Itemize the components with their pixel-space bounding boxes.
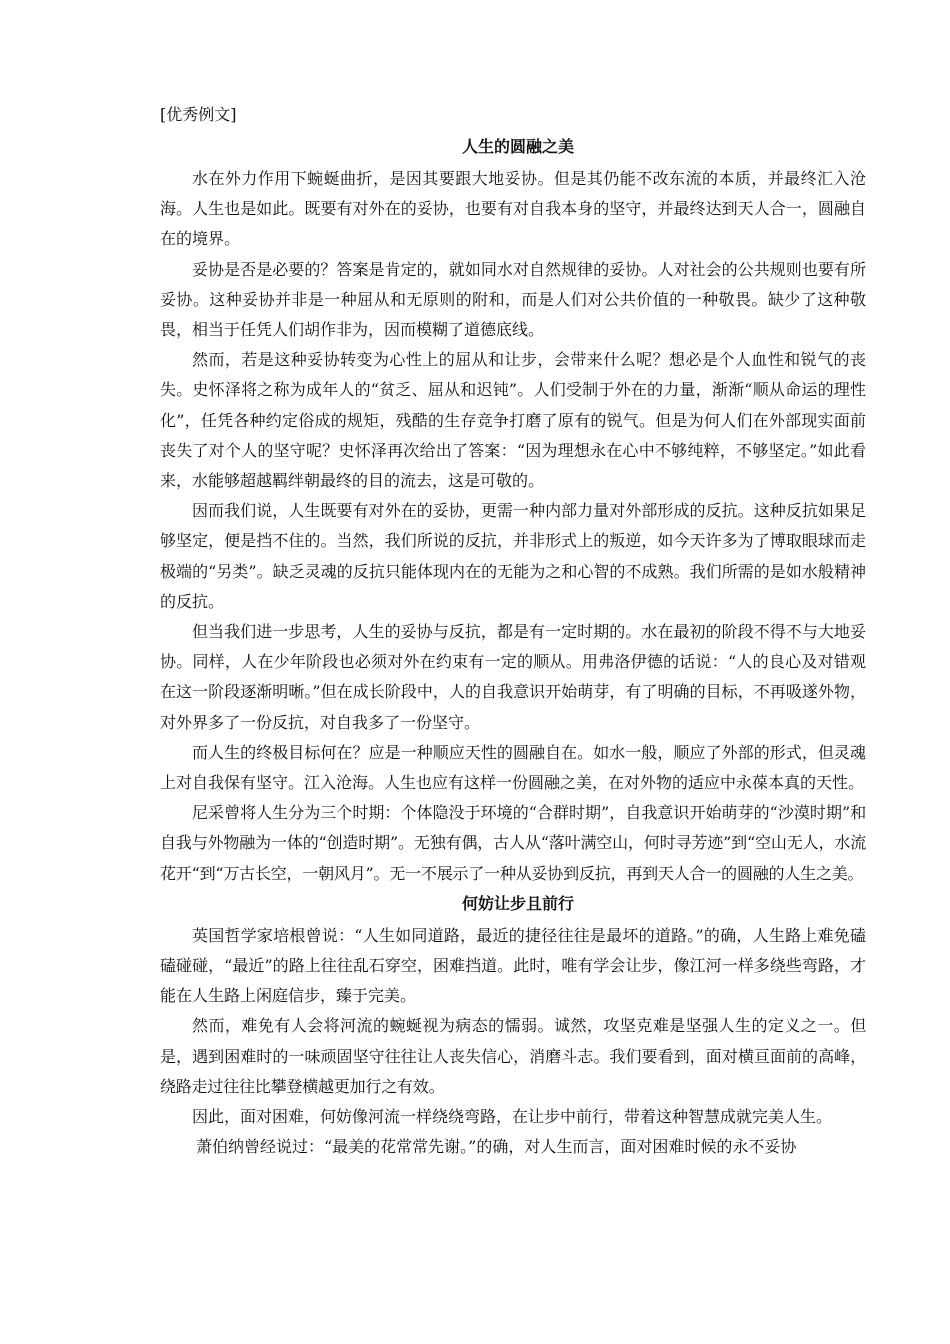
essay-paragraph: 妥协是否是必要的？答案是肯定的，就如同水对自然规律的妥协。人对社会的公共规则也要有所妥协。这种妥协并非是一种屈从和无原则的附和，而是人们对公共价值的一种敬畏。缺少了这种敬畏，相当于任凭人们胡作非为，因而模糊了道德底线。	[160, 259, 866, 340]
essay-paragraph: 然而，难免有人会将河流的蜿蜒视为病态的懦弱。诚然，攻坚克难是坚强人生的定义之一。但是，遇到困难时的一味顽固坚守往往让人丧失信心，消磨斗志。我们要看到，面对横亘面前的高峰，绕路走过往往比攀登横越更加行之有效。	[160, 1016, 866, 1096]
section-tag: [优秀例文]	[160, 105, 237, 124]
essay-paragraph: 然而，若是这种妥协转变为心性上的屈从和让步，会带来什么呢？想必是个人血性和锐气的丧失。史怀泽将之称为成年人的“贫乏、屈从和迟钝”。人们受制于外在的力量，渐渐“顺从命运的理性化”，任凭各种约定俗成的规矩，残酷的生存竞争打磨了原有的锐气。但是为何人们在外部现实面前丧失了对个人的坚守呢？史怀泽再次给出了答案：“因为理想永在心中不够纯粹，不够坚定。”如此看来，水能够超越羁绊朝最终的目的流去，这是可敬的。	[160, 350, 866, 491]
essay-paragraph: 水在外力作用下蜿蜒曲折，是因其要跟大地妥协。但是其仍能不改东流的本质，并最终汇入沧海。人生也是如此。既要有对外在的妥协，也要有对自我本身的坚守，并最终达到天人合一，圆融自在的境界。	[160, 169, 866, 249]
essay-1	[160, 132, 866, 889]
essay-paragraph: 尼采曾将人生分为三个时期：个体隐没于环境的“合群时期”，自我意识开始萌芽的“沙漠时期”和自我与外物融为一体的“创造时期”。无独有偶，古人从“落叶满空山，何时寻芳迹”到“空山无人，水流花开“到“万古长空，一朝风月”。无一不展示了一种从妥协到反抗，再到天人合一的圆融的人生之美。	[160, 803, 866, 883]
essay-title: 人生的圆融之美	[461, 137, 574, 156]
essay-paragraph: 而人生的终极目标何在？应是一种顺应天性的圆融自在。如水一般，顺应了外部的形式，但灵魂上对自我保有坚守。江入沧海。人生也应有这样一份圆融之美，在对外物的适应中永葆本真的天性。	[160, 742, 866, 793]
essay-paragraph: 但当我们进一步思考，人生的妥协与反抗，都是有一定时期的。水在最初的阶段不得不与大地妥协。同样，人在少年阶段也必须对外在约束有一定的顺从。用弗洛伊德的话说：“人的良心及对错观在这一阶段逐渐明晰。”但在成长阶段中，人的自我意识开始萌芽，有了明确的目标，不再吸遂外物，对外界多了一份反抗，对自我多了一份坚守。	[160, 622, 866, 732]
essay-title: 何妨让步且前行	[461, 893, 574, 913]
essay-paragraph: 因此，面对困难，何妨像河流一样绕绕弯路，在让步中前行，带着这种智慧成就完美人生。	[192, 1107, 833, 1127]
document-page	[160, 100, 866, 1163]
essay-paragraph: 因而我们说，人生既要有对外在的妥协，更需一种内部力量对外部形成的反抗。这种反抗如果足够坚定，便是挡不住的。当然，我们所说的反抗，并非形式上的叛逆，如今天许多为了博取眼球而走极端的“另类”。缺乏灵魂的反抗只能体现内在的无能为之和心智的不成熟。我们所需的是如水般精神的反抗。	[160, 501, 866, 611]
essay-2	[160, 889, 866, 1163]
essay-paragraph: 萧伯纳曾经说过：“最美的花常常先谢。”的确，对人生而言，面对困难时候的永不妥协	[196, 1137, 797, 1157]
essay-paragraph: 英国哲学家培根曾说：“人生如同道路，最近的捷径往往是最坏的道路。”的确，人生路上难免磕磕碰碰，“最近”的路上往往乱石穿空，困难挡道。此时，唯有学会让步，像江河一样多绕些弯路，才能在人生路上闲庭信步，臻于完美。	[160, 925, 866, 1006]
